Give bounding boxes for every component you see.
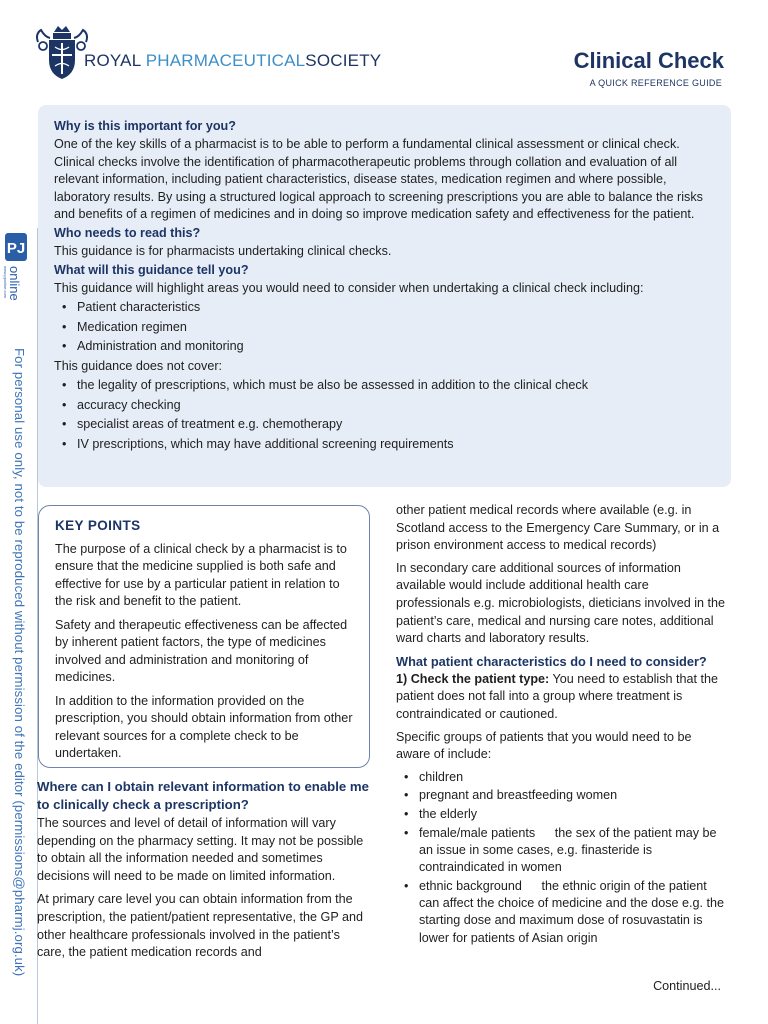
what-heading: What will this guidance tell you? [54,262,249,277]
list-item: • specialist areas of treatment e.g. chemotherapy [62,415,713,435]
list-item: • pregnant and breastfeeding women [404,787,726,804]
who-text: This guidance is for pharmacists undertaking clinical checks. [54,243,392,258]
information-sources-paragraph: The sources and level of detail of information will vary depending on the pharmacy setting. It may not be possible to obtain all the information needed and sometimes decisions will need to be made on limited information. [37,816,364,883]
information-sources-paragraph: At primary care level you can obtain information from the prescription, the patient/patient representative, the GP and other healthcare professionals involved in the patient’s care, the patient medication records and [37,892,364,960]
pj-logo-word: online [7,266,22,301]
check-patient-type-text: You need to establish that the patient does not fall into a group where treatment is contraindicated or cautioned. [396,671,719,721]
list-item: • ethnic background the ethnic origin of the patient can affect the choice of medicine and the dose e.g. the starting dose and maximum dose of rosuvastatin is lower for patients of Asian origin [404,878,726,947]
organization-name [84,51,381,71]
groups-intro: Specific groups of patients that you would need to be aware of include: [396,729,692,762]
continuation-paragraph: other patient medical records where available (e.g. in Scotland access to the Emergency Care Summary, or in a prison environment access to medical records) [396,503,720,553]
crest-logo-icon [34,24,90,82]
org-name-pharmaceutical: PHARMACEUTICAL [145,51,306,70]
document-subtitle: A QUICK REFERENCE GUIDE [589,78,722,88]
pj-online-logo [4,232,34,312]
information-sources-heading: Where can I obtain relevant information to enable me to clinically check a prescription? [37,779,369,812]
continued-label: Continued... [653,979,721,993]
not-cover-list [54,376,713,454]
page-header [0,0,768,100]
list-item: • children [404,769,726,786]
key-point-paragraph: The purpose of a clinical check by a pharmacist is to ensure that the medicine supplied is both safe and effective for use by a particular patient in relation to the risk and benefit to the patient. [55,541,347,608]
patient-characteristics-heading: What patient characteristics do I need to consider? [396,653,707,669]
key-points-heading: KEY POINTS [55,518,141,533]
pj-logo-text: PJ [6,240,26,257]
list-item: • the elderly [404,806,726,823]
copyright-notice: For personal use only, not to be reproduced without permission of the editor (permissions@pharmj.org.uk) [12,348,27,977]
not-cover-text: This guidance does not cover: [54,358,223,373]
what-list [54,298,713,357]
information-sources-section [37,778,370,968]
list-item: • the legality of prescriptions, which must be also be assessed in addition to the clinical check [62,376,713,396]
check-patient-type-paragraph [396,671,726,724]
patient-groups-list [396,769,726,947]
secondary-care-paragraph: In secondary care additional sources of information available would include additional health care professionals e.g. microbiologists, dieticians involved in the patient’s care, medical and nursing care notes, additional ward charts and laboratory results. [396,560,726,646]
list-item: • IV prescriptions, which may have additional screening requirements [62,435,713,455]
why-heading: Why is this important for you? [54,119,236,133]
pj-logo-url: www.pjonline.com [3,266,8,299]
list-item: • female/male patients the sex of the patient may be an issue in some cases, e.g. finasteride is contraindicated in women [404,825,726,877]
check-patient-type-label: 1) Check the patient type: [396,671,550,686]
list-item: • Administration and monitoring [62,337,713,357]
key-points-box [38,505,370,768]
list-item: • accuracy checking [62,396,713,416]
intro-panel [38,105,731,487]
who-heading: Who needs to read this? [54,225,201,240]
list-item: • Patient characteristics [62,298,713,318]
org-name-society: SOCIETY [305,51,382,70]
list-item: • Medication regimen [62,318,713,338]
org-name-royal: ROYAL [84,51,141,70]
what-text: This guidance will highlight areas you would need to consider when undertaking a clinical check including: [54,280,644,295]
patient-characteristics-section [396,502,726,948]
document-title: Clinical Check [573,48,724,73]
why-text: One of the key skills of a pharmacist is to be able to perform a fundamental clinical assessment or clinical check. Clinical checks involve the identification of pharmacotherapeutic problems through collation and evaluation of all relevant information, including patient characteristics, disease states, medication regimen and where possible, laboratory results. By using a structured logical approach to screening prescriptions you are able to balance the risks and benefits of a regimen of medicines and in doing so improve medication safety and effectiveness for the patient. [54,137,703,222]
key-point-paragraph: Safety and therapeutic effectiveness can be affected by inherent patient factors, the type of medicines involved and administration and monitoring of medicines. [55,617,348,684]
key-point-paragraph: In addition to the information provided on the prescription, you should obtain information from other relevant sources for a complete check to be undertaken. [55,693,353,760]
